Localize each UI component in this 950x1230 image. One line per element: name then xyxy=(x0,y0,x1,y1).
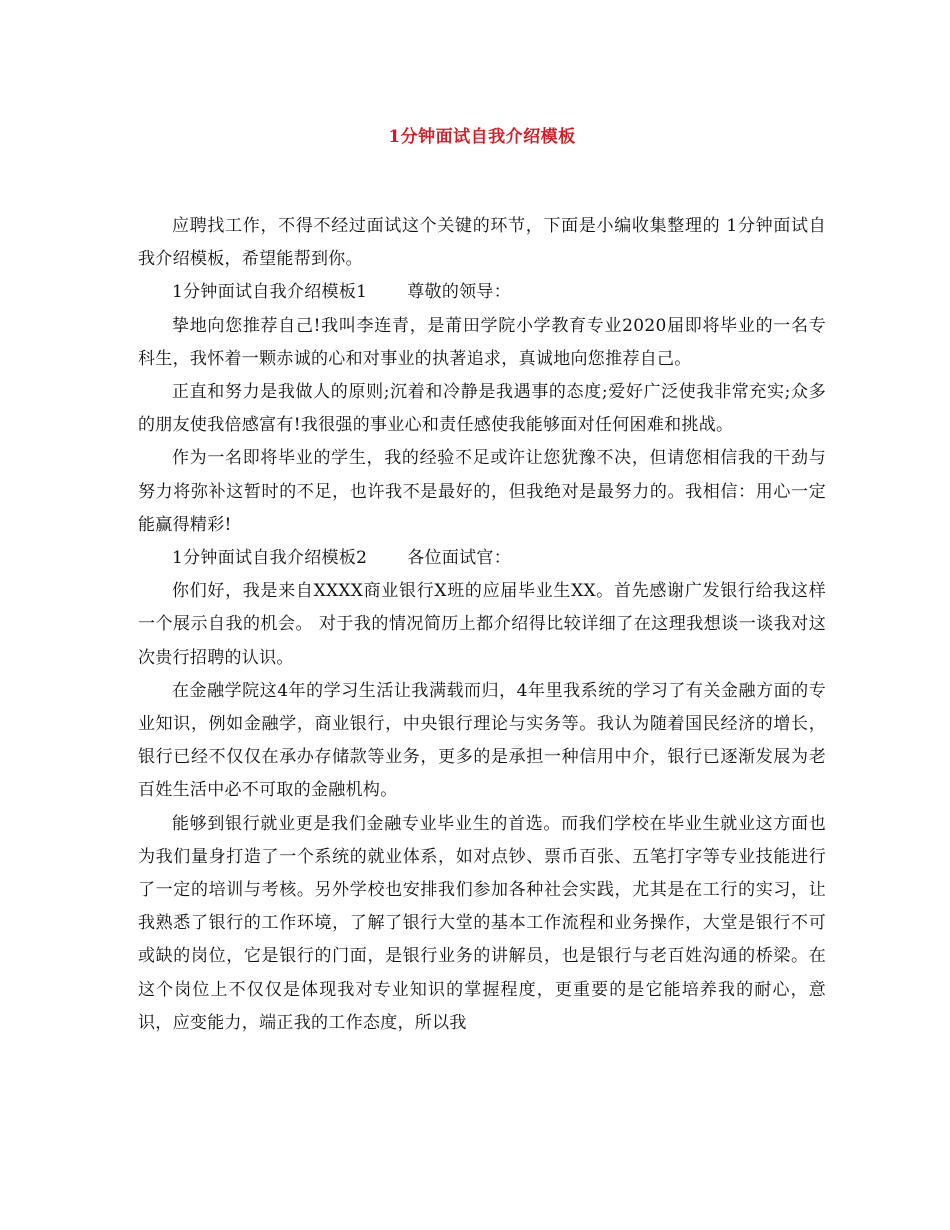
template2-paragraph-2: 在金融学院这4年的学习生活让我满载而归，4年里我系统的学习了有关金融方面的专业知识，例如金融学，商业银行，中央银行理论与实务等。我认为随着国民经济的增长，银行已经不仅仅在承办存储款等业务，更多的是承担一种信用中介，银行已逐渐发展为老百姓生活中必不可取的金融机构。 xyxy=(138,680,826,801)
template1-salutation: 尊敬的领导： xyxy=(407,282,512,303)
template1-heading: 1分钟面试自我介绍模板1 xyxy=(172,282,368,303)
template1-paragraph-3: 作为一名即将毕业的学生，我的经验不足或许让您犹豫不决，但请您相信我的干劲与努力将弥补这暂时的不足，也许我不是最好的，但我绝对是最努力的。我相信：用心一定能赢得精彩! xyxy=(138,448,826,535)
intro-paragraph: 应聘找工作，不得不经过面试这个关键的环节，下面是小编收集整理的 1分钟面试自我介绍模板，希望能帮到你。 xyxy=(138,216,826,270)
template2-paragraph-1: 你们好，我是来自XXXX商业银行X班的应届毕业生XX。首先感谢广发银行给我这样一个展示自我的机会。 对于我的情况简历上都介绍得比较详细了在这理我想谈一谈我对这次贵行招聘的认识。 xyxy=(138,581,826,668)
document-title: 1分钟面试自我介绍模板 xyxy=(388,127,576,147)
template2-paragraph-3: 能够到银行就业更是我们金融专业毕业生的首选。而我们学校在毕业生就业这方面也为我们量身打造了一个系统的就业体系，如对点钞、票币百张、五笔打字等专业技能进行了一定的培训与考核。另外学校也安排我们参加各种社会实践，尤其是在工行的实习，让我熟悉了银行的工作环境，了解了银行大堂的基本工作流程和业务操作，大堂是银行不可或缺的岗位，它是银行的门面，是银行业务的讲解员，也是银行与老百姓沟通的桥梁。在这个岗位上不仅仅是体现我对专业知识的掌握程度，更重要的是它能培养我的耐心，意识，应变能力，端正我的工作态度，所以我 xyxy=(138,813,826,1033)
template1-paragraph-2: 正直和努力是我做人的原则;沉着和冷静是我遇事的态度;爱好广泛使我非常充实;众多的朋友使我倍感富有!我很强的事业心和责任感使我能够面对任何困难和挑战。 xyxy=(138,382,826,436)
template2-heading-line xyxy=(138,542,826,575)
template1-paragraph-1: 挚地向您推荐自己!我叫李连青，是莆田学院小学教育专业2020届即将毕业的一名专科生，我怀着一颗赤诚的心和对事业的执著追求，真诚地向您推荐自己。 xyxy=(138,315,826,369)
template2-salutation: 各位面试官： xyxy=(407,548,512,569)
template2-heading: 1分钟面试自我介绍模板2 xyxy=(172,548,368,569)
template1-heading-line xyxy=(138,276,826,309)
